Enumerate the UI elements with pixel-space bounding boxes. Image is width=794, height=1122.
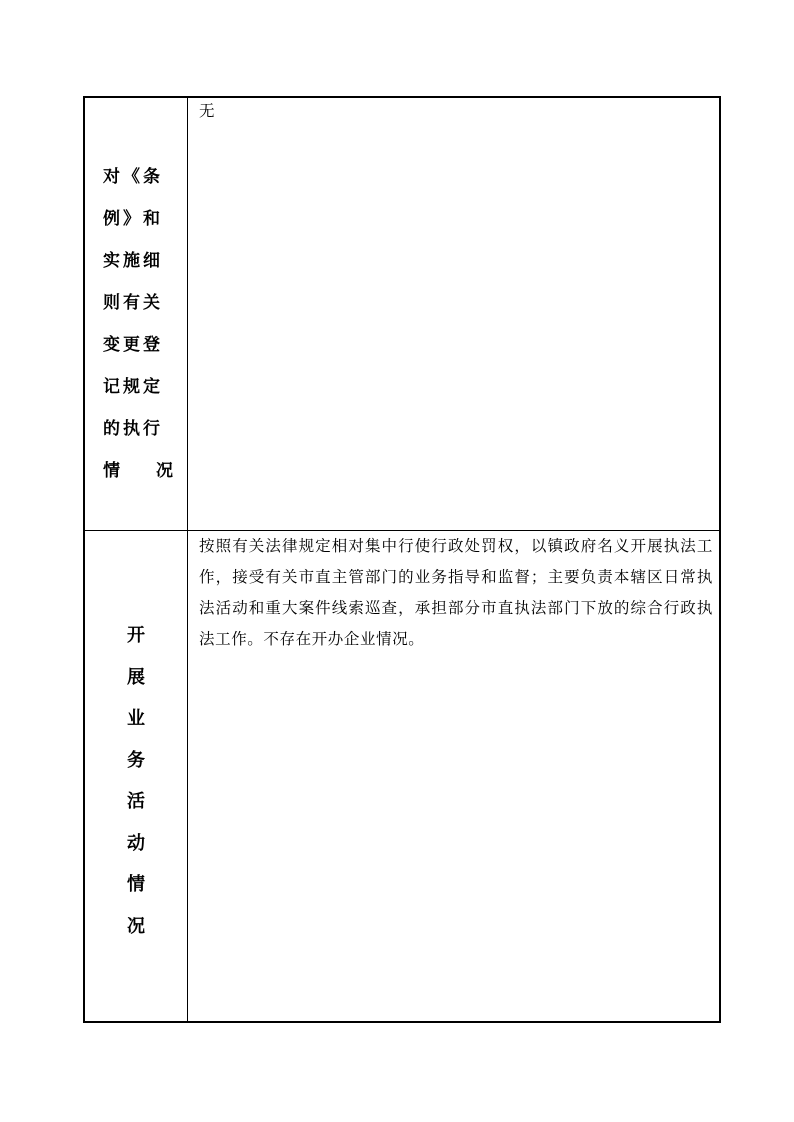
label-line: 记规定 (103, 377, 163, 397)
content-paragraph: 按照有关法律规定相对集中行使行政处罚权，以镇政府名义开展执法工作，接受有关市直主管部门的业务指导和监督；主要负责本辖区日常执法活动和重大案件线索巡查，承担部分市直执法部门下放的综合行政执法工作。不存在开办企业情况。 (199, 537, 713, 648)
label-line: 变更登 (103, 335, 163, 355)
label-char: 情 (103, 461, 120, 481)
label-line-last (103, 450, 173, 492)
label-line: 则有关 (103, 293, 163, 313)
label-char: 展 (127, 666, 145, 688)
table-row-business-activities (85, 531, 719, 1021)
label-line: 实施细 (103, 251, 163, 271)
row-label-regulation-compliance (85, 98, 188, 530)
label-char: 活 (127, 791, 145, 812)
label-char: 动 (127, 832, 145, 854)
label-line: 的执行 (103, 419, 163, 439)
report-form-table (83, 96, 721, 1023)
row-content-business-activities (189, 531, 719, 1021)
label-line: 对《条 (103, 167, 163, 187)
row-label-business-activities (85, 531, 188, 1021)
label-char: 况 (127, 915, 145, 937)
label-text-block (103, 156, 173, 492)
label-char: 情 (127, 874, 145, 895)
row-content-regulation-compliance (189, 98, 719, 530)
label-char: 务 (127, 749, 145, 771)
label-char: 况 (156, 461, 173, 481)
label-line: 例》和 (103, 209, 163, 229)
table-row-regulation-compliance (85, 98, 719, 531)
label-char: 业 (127, 708, 145, 729)
content-text: 无 (199, 102, 216, 120)
label-text-vertical (85, 615, 187, 947)
label-char: 开 (127, 625, 145, 646)
